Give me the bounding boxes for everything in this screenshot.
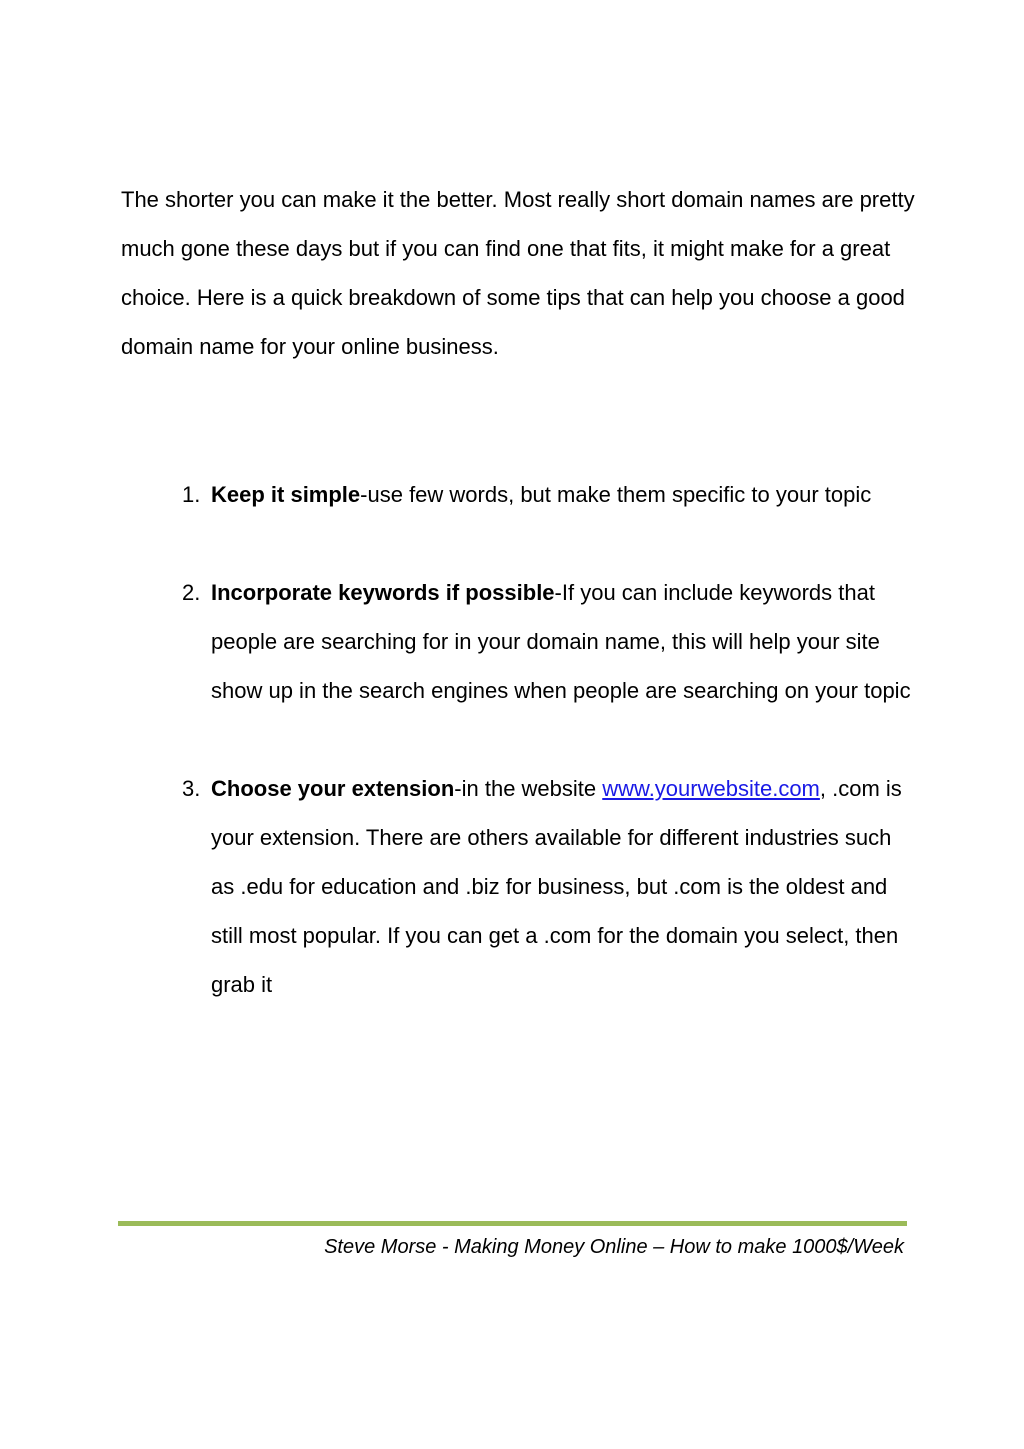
tip-title: Keep it simple <box>211 482 361 507</box>
list-item <box>178 568 913 715</box>
tip-text: , .com is your extension. There are others available for different industries such as .edu for education and .biz for business, but .com is the oldest and still most popular. If you can get a .com for the domain you select, then grab it <box>211 776 902 997</box>
tips-list <box>178 470 913 1058</box>
footer-rule <box>118 1221 907 1226</box>
tip-text: -in the website <box>454 776 603 801</box>
tip-title: Incorporate keywords if possible <box>211 580 555 605</box>
tip-text: -use few words, but make them specific to your topic <box>360 482 872 507</box>
list-number: 2. <box>182 580 201 605</box>
list-number: 3. <box>182 776 201 801</box>
footer-text: Steve Morse - Making Money Online – How to make 1000$/Week <box>324 1236 904 1258</box>
list-item <box>178 470 913 519</box>
list-item <box>178 764 913 1009</box>
website-link[interactable]: www.yourwebsite.com <box>602 776 820 801</box>
tip-title: Choose your extension <box>211 776 455 801</box>
intro-paragraph: The shorter you can make it the better. Most really short domain names are pretty much gone these days but if you can find one that fits, it might make for a great choice. Here is a quick breakdown of some tips that can help you choose a good domain name for your online business. <box>121 187 915 359</box>
list-number: 1. <box>182 482 201 507</box>
tip-text: -If you can include keywords that people are searching for in your domain name, this will help your site show up in the search engines when people are searching on your topic <box>211 580 911 703</box>
